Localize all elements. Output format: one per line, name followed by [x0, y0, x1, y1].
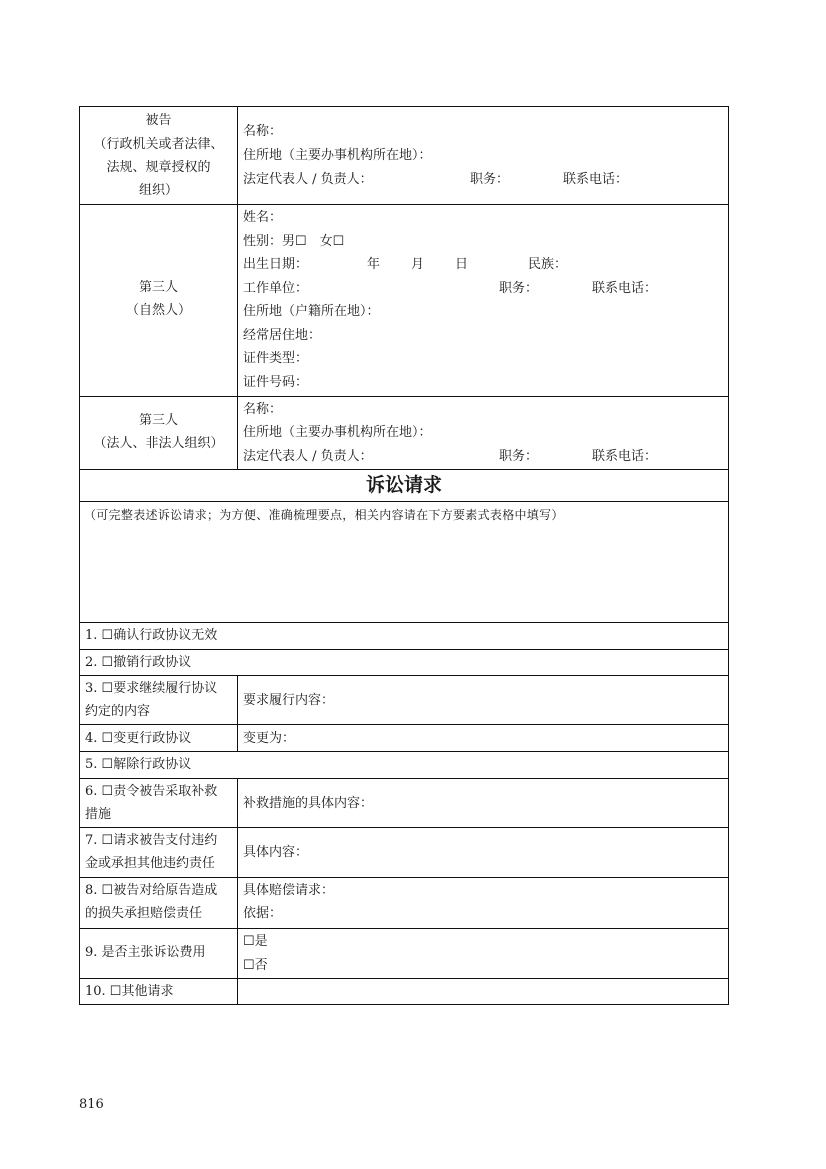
table-border [79, 622, 729, 623]
table-border [728, 106, 729, 1005]
defendant-address-field[interactable]: 住所地（主要办事机构所在地）： [243, 148, 432, 163]
table-border [79, 928, 729, 929]
birth-year: 年 [367, 257, 381, 272]
third-org-name-field[interactable]: 名称： [243, 402, 283, 417]
claim-7-checkbox[interactable]: 7. ☐请求被告支付违约 [85, 833, 218, 848]
table-border [79, 778, 729, 779]
third-person-phone-field[interactable]: 联系电话： [592, 281, 658, 296]
third-person-address-field[interactable]: 住所地（户籍所在地）： [243, 304, 380, 319]
third-org-sublabel: （法人、非法人组织） [93, 436, 224, 451]
third-org-label: 第三人 [138, 413, 178, 428]
third-person-gender-field[interactable]: 性别：男☐ 女☐ [243, 234, 345, 249]
table-border [237, 724, 238, 752]
third-org-position-field[interactable]: 职务： [499, 449, 539, 464]
claim-8-label-cont: 的损失承担赔偿责任 [85, 906, 203, 921]
third-person-residence-field[interactable]: 经常居住地： [243, 328, 322, 343]
claim-6-checkbox[interactable]: 6. ☐责令被告采取补救 [85, 784, 218, 799]
claims-note: （可完整表述诉讼请求；为方便、准确梳理要点，相关内容请在下方要素式表格中填写） [84, 508, 564, 522]
third-person-idnumber-field[interactable]: 证件号码： [243, 375, 309, 390]
claim-7-detail-field[interactable]: 具体内容： [243, 845, 309, 860]
claim-10-checkbox[interactable]: 10. ☐其他请求 [85, 984, 174, 999]
third-person-position-field[interactable]: 职务： [499, 281, 539, 296]
claim-3-checkbox[interactable]: 3. ☐要求继续履行协议 [85, 681, 218, 696]
third-org-rep-field[interactable]: 法定代表人 / 负责人： [243, 449, 373, 464]
defendant-name-field[interactable]: 名称： [243, 124, 283, 139]
defendant-position-field[interactable]: 职务： [470, 172, 510, 187]
claim-2-checkbox[interactable]: 2. ☐撤销行政协议 [85, 655, 192, 670]
table-border [79, 877, 729, 878]
claim-7-label-cont: 金或承担其他违约责任 [85, 856, 216, 871]
label-line: 组织） [138, 183, 178, 198]
defendant-rep-field[interactable]: 法定代表人 / 负责人： [243, 172, 373, 187]
table-border [79, 106, 729, 107]
table-border [79, 724, 729, 725]
label-line: 被告 [145, 113, 172, 128]
table-border [79, 396, 729, 397]
table-border [79, 675, 729, 676]
claim-8-request-field[interactable]: 具体赔偿请求： [243, 883, 335, 898]
label-line: 法规、规章授权的 [106, 160, 211, 175]
third-person-label: 第三人 [138, 280, 178, 295]
table-border [79, 204, 729, 205]
claim-4-checkbox[interactable]: 4. ☐变更行政协议 [85, 731, 192, 746]
third-person-sublabel: （自然人） [125, 303, 191, 318]
table-border [79, 1004, 729, 1005]
table-border [237, 106, 238, 470]
section-title: 诉讼请求 [365, 474, 442, 496]
table-border [237, 675, 238, 725]
claim-9-label: 9. 是否主张诉讼费用 [85, 945, 206, 960]
claim-3-label-cont: 约定的内容 [85, 704, 151, 719]
page-number: 816 [79, 1097, 104, 1112]
birth-month: 月 [411, 257, 425, 272]
claim-8-basis-field[interactable]: 依据： [243, 906, 283, 921]
table-border [79, 649, 729, 650]
label-line: （行政机关或者法律、 [93, 137, 224, 152]
table-border [79, 501, 729, 502]
defendant-phone-field[interactable]: 联系电话： [563, 172, 629, 187]
third-person-ethnic-field[interactable]: 民族： [528, 257, 568, 272]
table-border [79, 827, 729, 828]
third-person-name-field[interactable]: 姓名： [243, 210, 283, 225]
third-org-address-field[interactable]: 住所地（主要办事机构所在地）： [243, 425, 432, 440]
claim-4-detail-field[interactable]: 变更为： [243, 731, 296, 746]
third-person-work-field[interactable]: 工作单位： [243, 281, 309, 296]
table-border [79, 469, 729, 470]
third-person-birth-field[interactable]: 出生日期： [243, 257, 309, 272]
table-border [237, 778, 238, 1005]
claim-3-detail-field[interactable]: 要求履行内容： [243, 693, 335, 708]
third-person-idtype-field[interactable]: 证件类型： [243, 351, 309, 366]
birth-day: 日 [455, 257, 469, 272]
claim-6-label-cont: 措施 [85, 807, 112, 822]
claim-5-checkbox[interactable]: 5. ☐解除行政协议 [85, 757, 192, 772]
third-org-phone-field[interactable]: 联系电话： [592, 449, 658, 464]
table-border [79, 751, 729, 752]
claim-1-checkbox[interactable]: 1. ☐确认行政协议无效 [85, 628, 218, 643]
claims-free-text-area[interactable] [80, 526, 728, 621]
claim-9-yes-checkbox[interactable]: ☐是 [243, 934, 268, 949]
claim-10-detail-field[interactable] [238, 979, 728, 1004]
claim-9-no-checkbox[interactable]: ☐否 [243, 958, 268, 973]
claim-8-checkbox[interactable]: 8. ☐被告对给原告造成 [85, 883, 218, 898]
claim-6-detail-field[interactable]: 补救措施的具体内容： [243, 796, 374, 811]
